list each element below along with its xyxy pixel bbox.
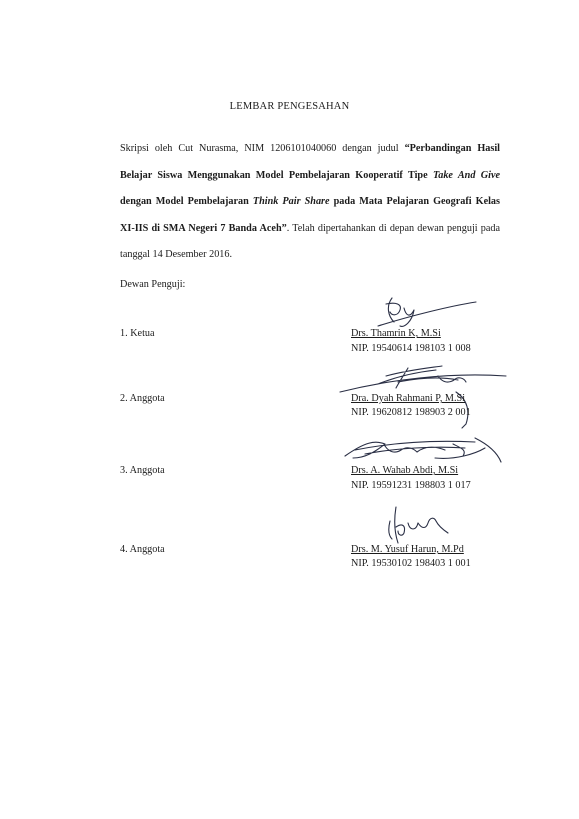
signature-4-image <box>376 503 456 547</box>
examiners-heading: Dewan Penguji: <box>120 279 186 290</box>
examiner-2-nip: NIP. 19620812 198903 2 001 <box>351 407 471 418</box>
paragraph-closing: . Telah dipertahankan di depan dewan penguji pada tanggal 14 Desember 2016. <box>120 222 500 260</box>
examiner-3-nip: NIP. 19591231 198803 1 017 <box>351 480 471 491</box>
examiner-3-role: 3. Anggota <box>120 465 165 476</box>
examiner-2-role: 2. Anggota <box>120 393 165 404</box>
examiner-3-name: Drs. A. Wahab Abdi, M.Si <box>351 465 459 476</box>
thesis-title-italic-2: Think Pair Share <box>252 196 330 207</box>
examiner-1-role: 1. Ketua <box>120 328 155 339</box>
signature-1-image <box>370 296 480 330</box>
page-title: LEMBAR PENGESAHAN <box>229 101 350 112</box>
thesis-title-part-2: dengan Model Pembelajaran <box>120 196 253 207</box>
thesis-title-part-1: “Perbandingan Hasil Belajar Siswa Menggunakan Model Pembelajaran Kooperatif Tipe <box>120 143 500 181</box>
paragraph-intro: Skripsi oleh Cut Nurasma, NIM 1206101040060 dengan judul <box>120 143 405 154</box>
approval-paragraph <box>120 136 500 269</box>
examiner-1-nip: NIP. 19540614 198103 1 008 <box>351 343 471 354</box>
examiner-4-role: 4. Anggota <box>120 544 165 555</box>
examiner-4-nip: NIP. 19530102 198403 1 001 <box>351 558 471 569</box>
examiner-2-name: Dra. Dyah Rahmani P, M.Si <box>351 393 466 404</box>
thesis-title-italic-1: Take And Give <box>432 169 500 181</box>
examiner-4-name: Drs. M. Yusuf Harun, M.Pd <box>351 544 464 555</box>
examiner-1-name: Drs. Thamrin K, M.Si <box>351 328 441 339</box>
thesis-title-part-3: pada Mata Pelajaran Geografi Kelas XI-IIS di SMA Negeri 7 Banda Aceh” <box>120 196 500 234</box>
